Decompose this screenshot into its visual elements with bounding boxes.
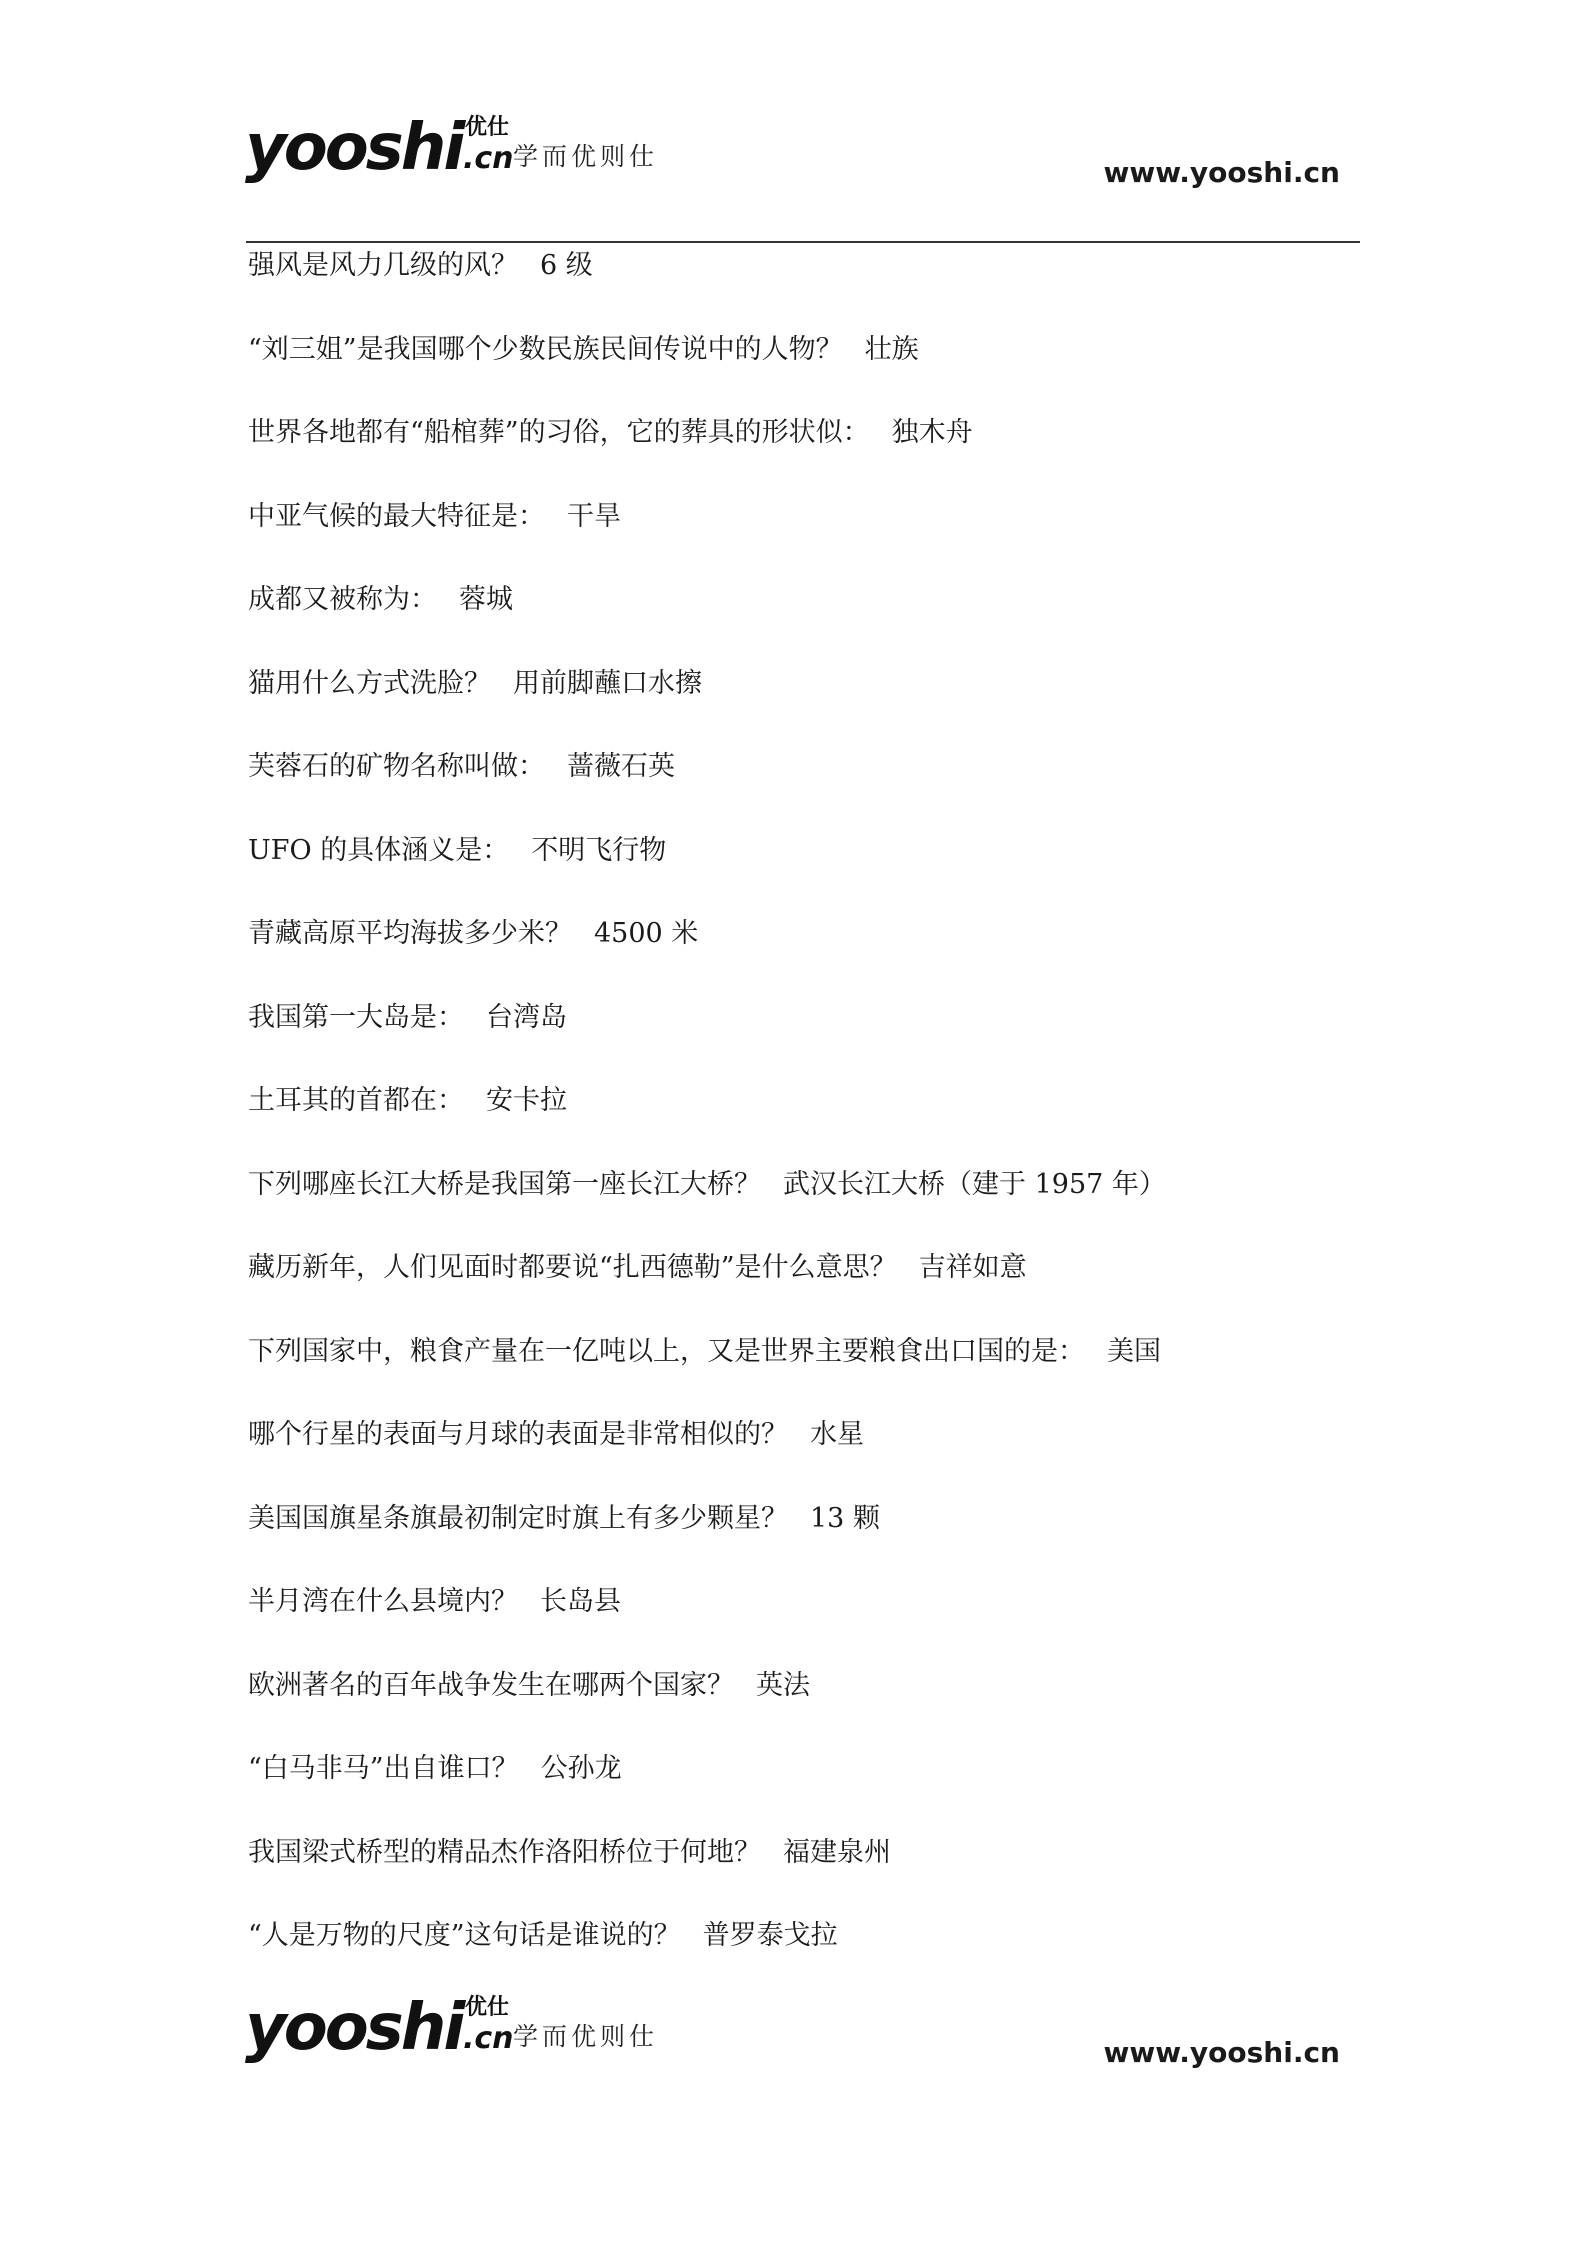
qa-item <box>248 1829 1348 1913</box>
answer: 普罗泰戈拉 <box>702 1920 838 1951</box>
qa-item <box>248 994 1348 1078</box>
logo-slogan: 学而优则仕 <box>513 142 659 171</box>
question: 中亚气候的最大特征是： <box>248 500 545 532</box>
qa-item <box>248 827 1348 911</box>
question: 下列哪座长江大桥是我国第一座长江大桥？ <box>248 1168 761 1200</box>
qa-item <box>248 1077 1348 1161</box>
qa-list <box>248 242 1348 1996</box>
answer: 吉祥如意 <box>918 1252 1027 1283</box>
logo-wordmark: yooshi <box>245 111 463 185</box>
question: 青藏高原平均海拔多少米？ <box>248 918 572 949</box>
answer: 公孙龙 <box>540 1753 622 1784</box>
question: “白马非马”出自谁口？ <box>248 1753 519 1784</box>
question: UFO 的具体涵义是： <box>248 834 510 866</box>
answer: 美国 <box>1107 1335 1161 1367</box>
question: 下列国家中，粮食产量在一亿吨以上，又是世界主要粮食出口国的是： <box>248 1335 1085 1367</box>
answer: 13 颗 <box>810 1502 880 1534</box>
logo-cn-domain: .cn <box>463 141 514 176</box>
footer-url: www.yooshi.cn <box>1103 2036 1340 2069</box>
question: 我国第一大岛是： <box>248 1001 464 1033</box>
answer: 武汉长江大桥（建于 1957 年） <box>783 1168 1166 1200</box>
qa-item <box>248 1745 1348 1829</box>
header-url: www.yooshi.cn <box>1103 156 1340 189</box>
question: 芙蓉石的矿物名称叫做： <box>248 751 545 782</box>
logo-cn-mark <box>463 1994 515 2058</box>
question: 哪个行星的表面与月球的表面是非常相似的？ <box>248 1419 788 1450</box>
question: 我国梁式桥型的精品杰作洛阳桥位于何地？ <box>248 1836 761 1868</box>
question: 成都又被称为： <box>248 584 437 615</box>
logo-slogan: 学而优则仕 <box>513 2022 659 2051</box>
header-logo <box>245 108 665 188</box>
answer: 6 级 <box>540 250 593 281</box>
question: “人是万物的尺度”这句话是谁说的？ <box>248 1920 681 1951</box>
question: 藏历新年，人们见面时都要说“扎西德勒”是什么意思？ <box>248 1252 897 1283</box>
answer: 长岛县 <box>540 1586 621 1617</box>
question: 猫用什么方式洗脸？ <box>248 667 491 699</box>
answer: 台湾岛 <box>486 1001 567 1033</box>
logo-cn-chars: 优仕 <box>465 115 510 140</box>
qa-item <box>248 1578 1348 1662</box>
answer: 独木舟 <box>891 417 973 448</box>
qa-item <box>248 1161 1348 1245</box>
question: 世界各地都有“船棺葬”的习俗，它的葬具的形状似： <box>248 417 870 448</box>
qa-item <box>248 1662 1348 1746</box>
question: 半月湾在什么县境内？ <box>248 1586 518 1617</box>
qa-item <box>248 409 1348 493</box>
question: 美国国旗星条旗最初制定时旗上有多少颗星？ <box>248 1502 788 1534</box>
answer: 蔷薇石英 <box>567 751 675 782</box>
answer: 4500 米 <box>594 918 699 949</box>
answer: 用前脚蘸口水擦 <box>513 667 702 699</box>
qa-item <box>248 326 1348 410</box>
qa-item <box>248 1244 1348 1328</box>
qa-item <box>248 242 1348 326</box>
logo-cn-domain: .cn <box>463 2021 514 2056</box>
question: 土耳其的首都在： <box>248 1085 464 1116</box>
answer: 安卡拉 <box>486 1085 567 1116</box>
logo-cn-chars: 优仕 <box>465 1995 510 2020</box>
qa-item <box>248 1328 1348 1412</box>
answer: 不明飞行物 <box>531 834 667 866</box>
answer: 福建泉州 <box>783 1836 891 1868</box>
footer-logo <box>245 1988 665 2068</box>
qa-item <box>248 1495 1348 1579</box>
question: 欧洲著名的百年战争发生在哪两个国家？ <box>248 1669 734 1701</box>
question: “刘三姐”是我国哪个少数民族民间传说中的人物？ <box>248 333 843 365</box>
qa-item <box>248 1912 1348 1996</box>
qa-item <box>248 576 1348 660</box>
qa-item <box>248 910 1348 994</box>
qa-item <box>248 743 1348 827</box>
answer: 壮族 <box>864 333 919 365</box>
answer: 蓉城 <box>459 584 513 615</box>
logo-cn-mark <box>463 114 515 178</box>
answer: 干旱 <box>567 500 621 532</box>
answer: 英法 <box>756 1669 810 1701</box>
answer: 水星 <box>810 1419 864 1450</box>
qa-item <box>248 493 1348 577</box>
qa-item <box>248 660 1348 744</box>
logo-wordmark: yooshi <box>245 1991 463 2065</box>
qa-item <box>248 1411 1348 1495</box>
question: 强风是风力几级的风？ <box>248 250 518 281</box>
